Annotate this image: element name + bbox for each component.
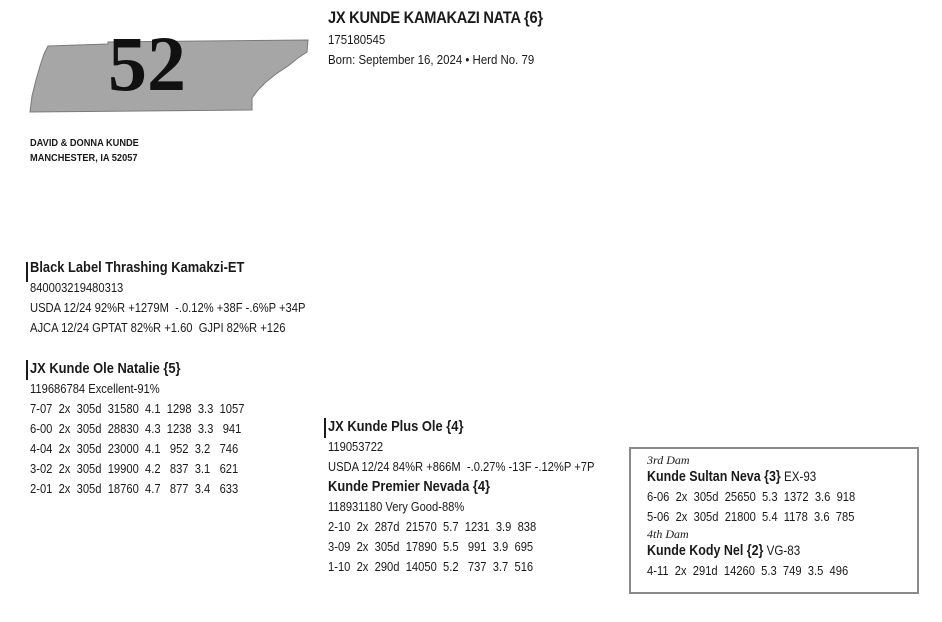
animal-name: JX KUNDE KAMAKAZI NATA {6} bbox=[328, 8, 543, 27]
dam-name: JX Kunde Ole Natalie {5} bbox=[30, 360, 181, 377]
granddam-record: 1-10 2x 290d 14050 5.2 737 3.7 516 bbox=[328, 559, 534, 574]
sire-block bbox=[30, 258, 350, 338]
sire-registration: 840003219480313 bbox=[30, 280, 124, 295]
dam-record: 3-02 2x 305d 19900 4.2 837 3.1 621 bbox=[30, 461, 239, 476]
third-dam-label: 3rd Dam bbox=[647, 453, 690, 467]
animal-born-line: Born: September 16, 2024 • Herd No. 79 bbox=[328, 52, 535, 67]
owner-name: DAVID & DONNA KUNDE bbox=[30, 137, 139, 149]
owner-location: MANCHESTER, IA 52057 bbox=[30, 152, 138, 164]
lot-number: 52 bbox=[108, 20, 186, 107]
dam-sire-usda-proof: USDA 12/24 84%R +866M -.0.27% -13F -.12%P +7P bbox=[328, 459, 595, 474]
third-dam-name: Kunde Sultan Neva {3} bbox=[647, 469, 781, 485]
sire-connector bbox=[26, 262, 28, 282]
fourth-dam-name-line bbox=[647, 541, 855, 561]
fourth-dam-record: 4-11 2x 291d 14260 5.3 749 3.5 496 bbox=[647, 563, 849, 578]
dam-registration: 119686784 Excellent-91% bbox=[30, 381, 160, 396]
dam-block bbox=[30, 359, 279, 499]
sire-name: Black Label Thrashing Kamakzi-ET bbox=[30, 259, 245, 276]
granddam-registration: 118931180 Very Good-88% bbox=[328, 499, 465, 514]
sire-usda-proof: USDA 12/24 92%R +1279M -.0.12% +38F -.6%P +34P bbox=[30, 300, 306, 315]
sire-ajca-proof: AJCA 12/24 GPTAT 82%R +1.60 GJPI 82%R +126 bbox=[30, 320, 286, 335]
third-dam-name-line bbox=[647, 467, 855, 487]
fourth-dam-name: Kunde Kody Nel {2} bbox=[647, 543, 764, 559]
granddam-record: 2-10 2x 287d 21570 5.7 1231 3.9 838 bbox=[328, 519, 537, 534]
dam-record: 2-01 2x 305d 18760 4.7 877 3.4 633 bbox=[30, 481, 239, 496]
dam-record: 7-07 2x 305d 31580 4.1 1298 3.3 1057 bbox=[30, 401, 245, 416]
dam-record: 6-00 2x 305d 28830 4.3 1238 3.3 941 bbox=[30, 421, 242, 436]
third-dam-score: EX-93 bbox=[780, 469, 817, 484]
dam-sire-block bbox=[328, 417, 638, 577]
lot-logo bbox=[26, 18, 316, 118]
fourth-dam-label: 4th Dam bbox=[647, 527, 689, 541]
dam-record: 4-04 2x 305d 23000 4.1 952 3.2 746 bbox=[30, 441, 239, 456]
dam-sire-connector bbox=[324, 418, 326, 438]
third-dam-record: 5-06 2x 305d 21800 5.4 1178 3.6 785 bbox=[647, 509, 855, 524]
ancestor-dams-box bbox=[629, 447, 919, 594]
animal-registration: 175180545 bbox=[328, 32, 386, 47]
third-dam-record: 6-06 2x 305d 25650 5.3 1372 3.6 918 bbox=[647, 489, 856, 504]
granddam-record: 3-09 2x 305d 17890 5.5 991 3.9 695 bbox=[328, 539, 534, 554]
dam-connector bbox=[26, 360, 28, 380]
fourth-dam-score: VG-83 bbox=[763, 543, 801, 558]
dam-sire-name: JX Kunde Plus Ole {4} bbox=[328, 418, 464, 435]
dam-sire-registration: 119053722 bbox=[328, 439, 384, 454]
granddam-name: Kunde Premier Nevada {4} bbox=[328, 478, 491, 495]
